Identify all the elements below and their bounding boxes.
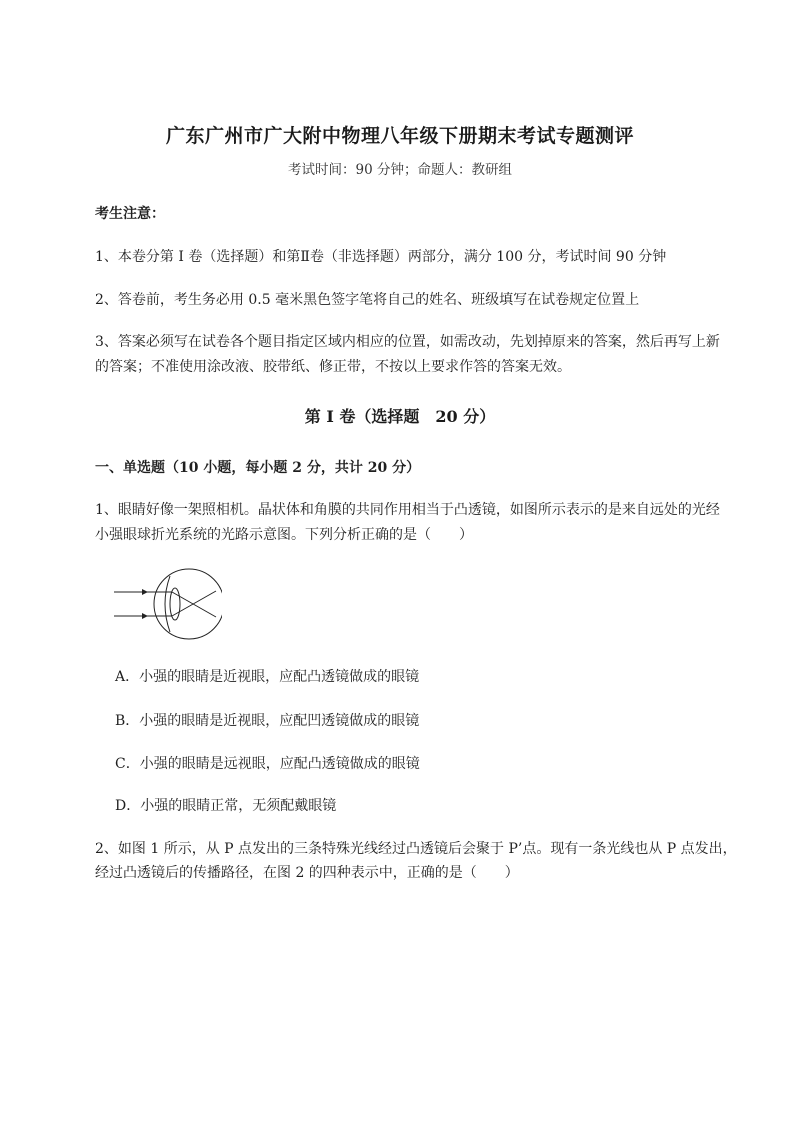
question-1-option-c: C．小强的眼睛是远视眼，应配凸透镜做成的眼镜 <box>115 756 420 772</box>
notice-item-2: 2、答卷前，考生务必用 0.5 毫米黑色签字笔将自己的姓名、班级填写在试卷规定位置上 <box>95 292 640 308</box>
section-title: 第 I 卷（选择题 20 分） <box>304 407 496 426</box>
eye-ray-diagram-icon <box>112 562 222 644</box>
question-1-line-2: 小强眼球折光系统的光路示意图。下列分析正确的是（ ） <box>95 527 473 543</box>
notice-item-3-cont: 的答案；不准使用涂改液、胶带纸、修正带，不按以上要求作答的答案无效。 <box>95 359 571 375</box>
question-1-option-b: B．小强的眼睛是近视眼，应配凹透镜做成的眼镜 <box>115 713 420 729</box>
question-2-line-1: 2、如图 1 所示，从 P 点发出的三条特殊光线经过凸透镜后会聚于 P’点。现有一条光线也从 P 点发出， <box>95 841 737 857</box>
page-title: 广东广州市广大附中物理八年级下册期末考试专题测评 <box>165 125 634 147</box>
notice-heading: 考生注意： <box>95 206 165 222</box>
question-1-line-1: 1、眼睛好像一架照相机。晶状体和角膜的共同作用相当于凸透镜，如图所示表示的是来自远处的光经 <box>95 502 720 518</box>
notice-item-3: 3、答案必须写在试卷各个题目指定区域内相应的位置，如需改动，先划掉原来的答案，然后再写上新 <box>95 334 720 350</box>
part-heading: 一、单选题（10 小题，每小题 2 分，共计 20 分） <box>95 460 421 476</box>
question-1-option-a: A．小强的眼睛是近视眼，应配凸透镜做成的眼镜 <box>115 669 420 685</box>
exam-info: 考试时间：90 分钟；命题人：教研组 <box>288 162 512 178</box>
question-1-option-d: D．小强的眼睛正常，无须配戴眼镜 <box>115 798 337 814</box>
question-2-line-2: 经过凸透镜后的传播路径，在图 2 的四种表示中，正确的是（ ） <box>95 865 519 881</box>
notice-item-1: 1、本卷分第 I 卷（选择题）和第Ⅱ卷（非选择题）两部分，满分 100 分，考试时间 90 分钟 <box>95 249 667 265</box>
